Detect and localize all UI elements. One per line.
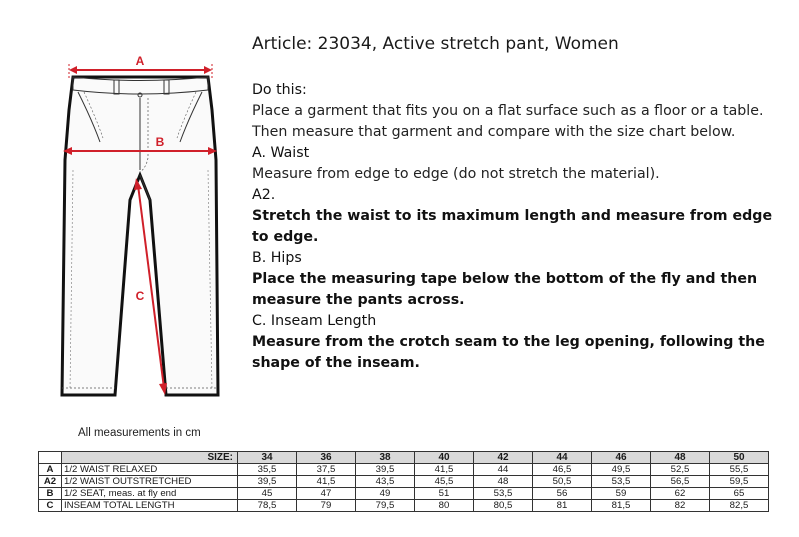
table-cell: 82 [651, 500, 710, 512]
size-chart-table [38, 451, 769, 512]
instruction-heading-hips: B. Hips [252, 250, 302, 266]
size-header: 36 [297, 452, 356, 464]
measuring-instructions [252, 80, 782, 374]
instruction-heading-waist: A. Waist [252, 145, 310, 161]
table-cell: 44 [474, 464, 533, 476]
instruction-line: Do this: [252, 82, 307, 98]
table-cell: 41,5 [297, 476, 356, 488]
table-cell: 50,5 [533, 476, 592, 488]
instruction-heading-inseam: C. Inseam Length [252, 313, 377, 329]
table-row [39, 464, 769, 476]
article-title: Article: 23034, Active stretch pant, Women [252, 34, 619, 54]
size-header-row [39, 452, 769, 464]
table-cell: 51 [415, 488, 474, 500]
table-cell: 39,5 [356, 464, 415, 476]
table-cell: 81 [533, 500, 592, 512]
table-cell: 78,5 [238, 500, 297, 512]
table-cell: 39,5 [238, 476, 297, 488]
size-header: 50 [710, 452, 769, 464]
instruction-line: Stretch the waist to its maximum length and measure from edge to edge. [252, 208, 773, 245]
table-cell: 49 [356, 488, 415, 500]
pants-diagram [40, 50, 240, 405]
table-cell: 45,5 [415, 476, 474, 488]
table-row [39, 476, 769, 488]
row-description: 1/2 SEAT, meas. at fly end [62, 488, 238, 500]
instruction-line: Measure from the crotch seam to the leg opening, following the shape of the inseam. [252, 334, 765, 371]
table-cell: 45 [238, 488, 297, 500]
size-header: 38 [356, 452, 415, 464]
table-cell: 35,5 [238, 464, 297, 476]
size-label: SIZE: [62, 452, 238, 464]
size-header: 48 [651, 452, 710, 464]
measurement-unit-caption: All measurements in cm [78, 427, 201, 439]
row-code: C [39, 500, 62, 512]
table-cell: 49,5 [592, 464, 651, 476]
header-blank-cell [39, 452, 62, 464]
table-cell: 53,5 [592, 476, 651, 488]
size-header: 42 [474, 452, 533, 464]
row-code: A [39, 464, 62, 476]
table-row [39, 488, 769, 500]
table-cell: 59 [592, 488, 651, 500]
row-description: 1/2 WAIST OUTSTRETCHED [62, 476, 238, 488]
table-cell: 80,5 [474, 500, 533, 512]
table-cell: 59,5 [710, 476, 769, 488]
table-cell: 41,5 [415, 464, 474, 476]
table-cell: 65 [710, 488, 769, 500]
table-cell: 55,5 [710, 464, 769, 476]
table-cell: 79 [297, 500, 356, 512]
table-cell: 48 [474, 476, 533, 488]
row-description: INSEAM TOTAL LENGTH [62, 500, 238, 512]
row-code: B [39, 488, 62, 500]
instruction-line: Place the measuring tape below the bottom of the fly and then measure the pants across. [252, 271, 758, 308]
table-cell: 56,5 [651, 476, 710, 488]
size-header: 40 [415, 452, 474, 464]
row-description: 1/2 WAIST RELAXED [62, 464, 238, 476]
instruction-line: Measure from edge to edge (do not stretch the material). [252, 166, 660, 182]
instruction-line: Place a garment that fits you on a flat surface such as a floor or a table. [252, 103, 764, 119]
table-cell: 37,5 [297, 464, 356, 476]
table-cell: 52,5 [651, 464, 710, 476]
table-cell: 79,5 [356, 500, 415, 512]
size-header: 44 [533, 452, 592, 464]
table-cell: 43,5 [356, 476, 415, 488]
table-cell: 46,5 [533, 464, 592, 476]
size-header: 46 [592, 452, 651, 464]
instruction-line: Then measure that garment and compare with the size chart below. [252, 124, 736, 140]
label-b: B [155, 135, 165, 149]
label-a: A [135, 54, 145, 68]
table-cell: 80 [415, 500, 474, 512]
table-cell: 47 [297, 488, 356, 500]
table-row [39, 500, 769, 512]
table-cell: 81,5 [592, 500, 651, 512]
table-cell: 82,5 [710, 500, 769, 512]
size-header: 34 [238, 452, 297, 464]
table-cell: 56 [533, 488, 592, 500]
label-c: C [135, 289, 145, 303]
table-cell: 53,5 [474, 488, 533, 500]
instruction-heading-a2: A2. [252, 187, 276, 203]
table-cell: 62 [651, 488, 710, 500]
row-code: A2 [39, 476, 62, 488]
